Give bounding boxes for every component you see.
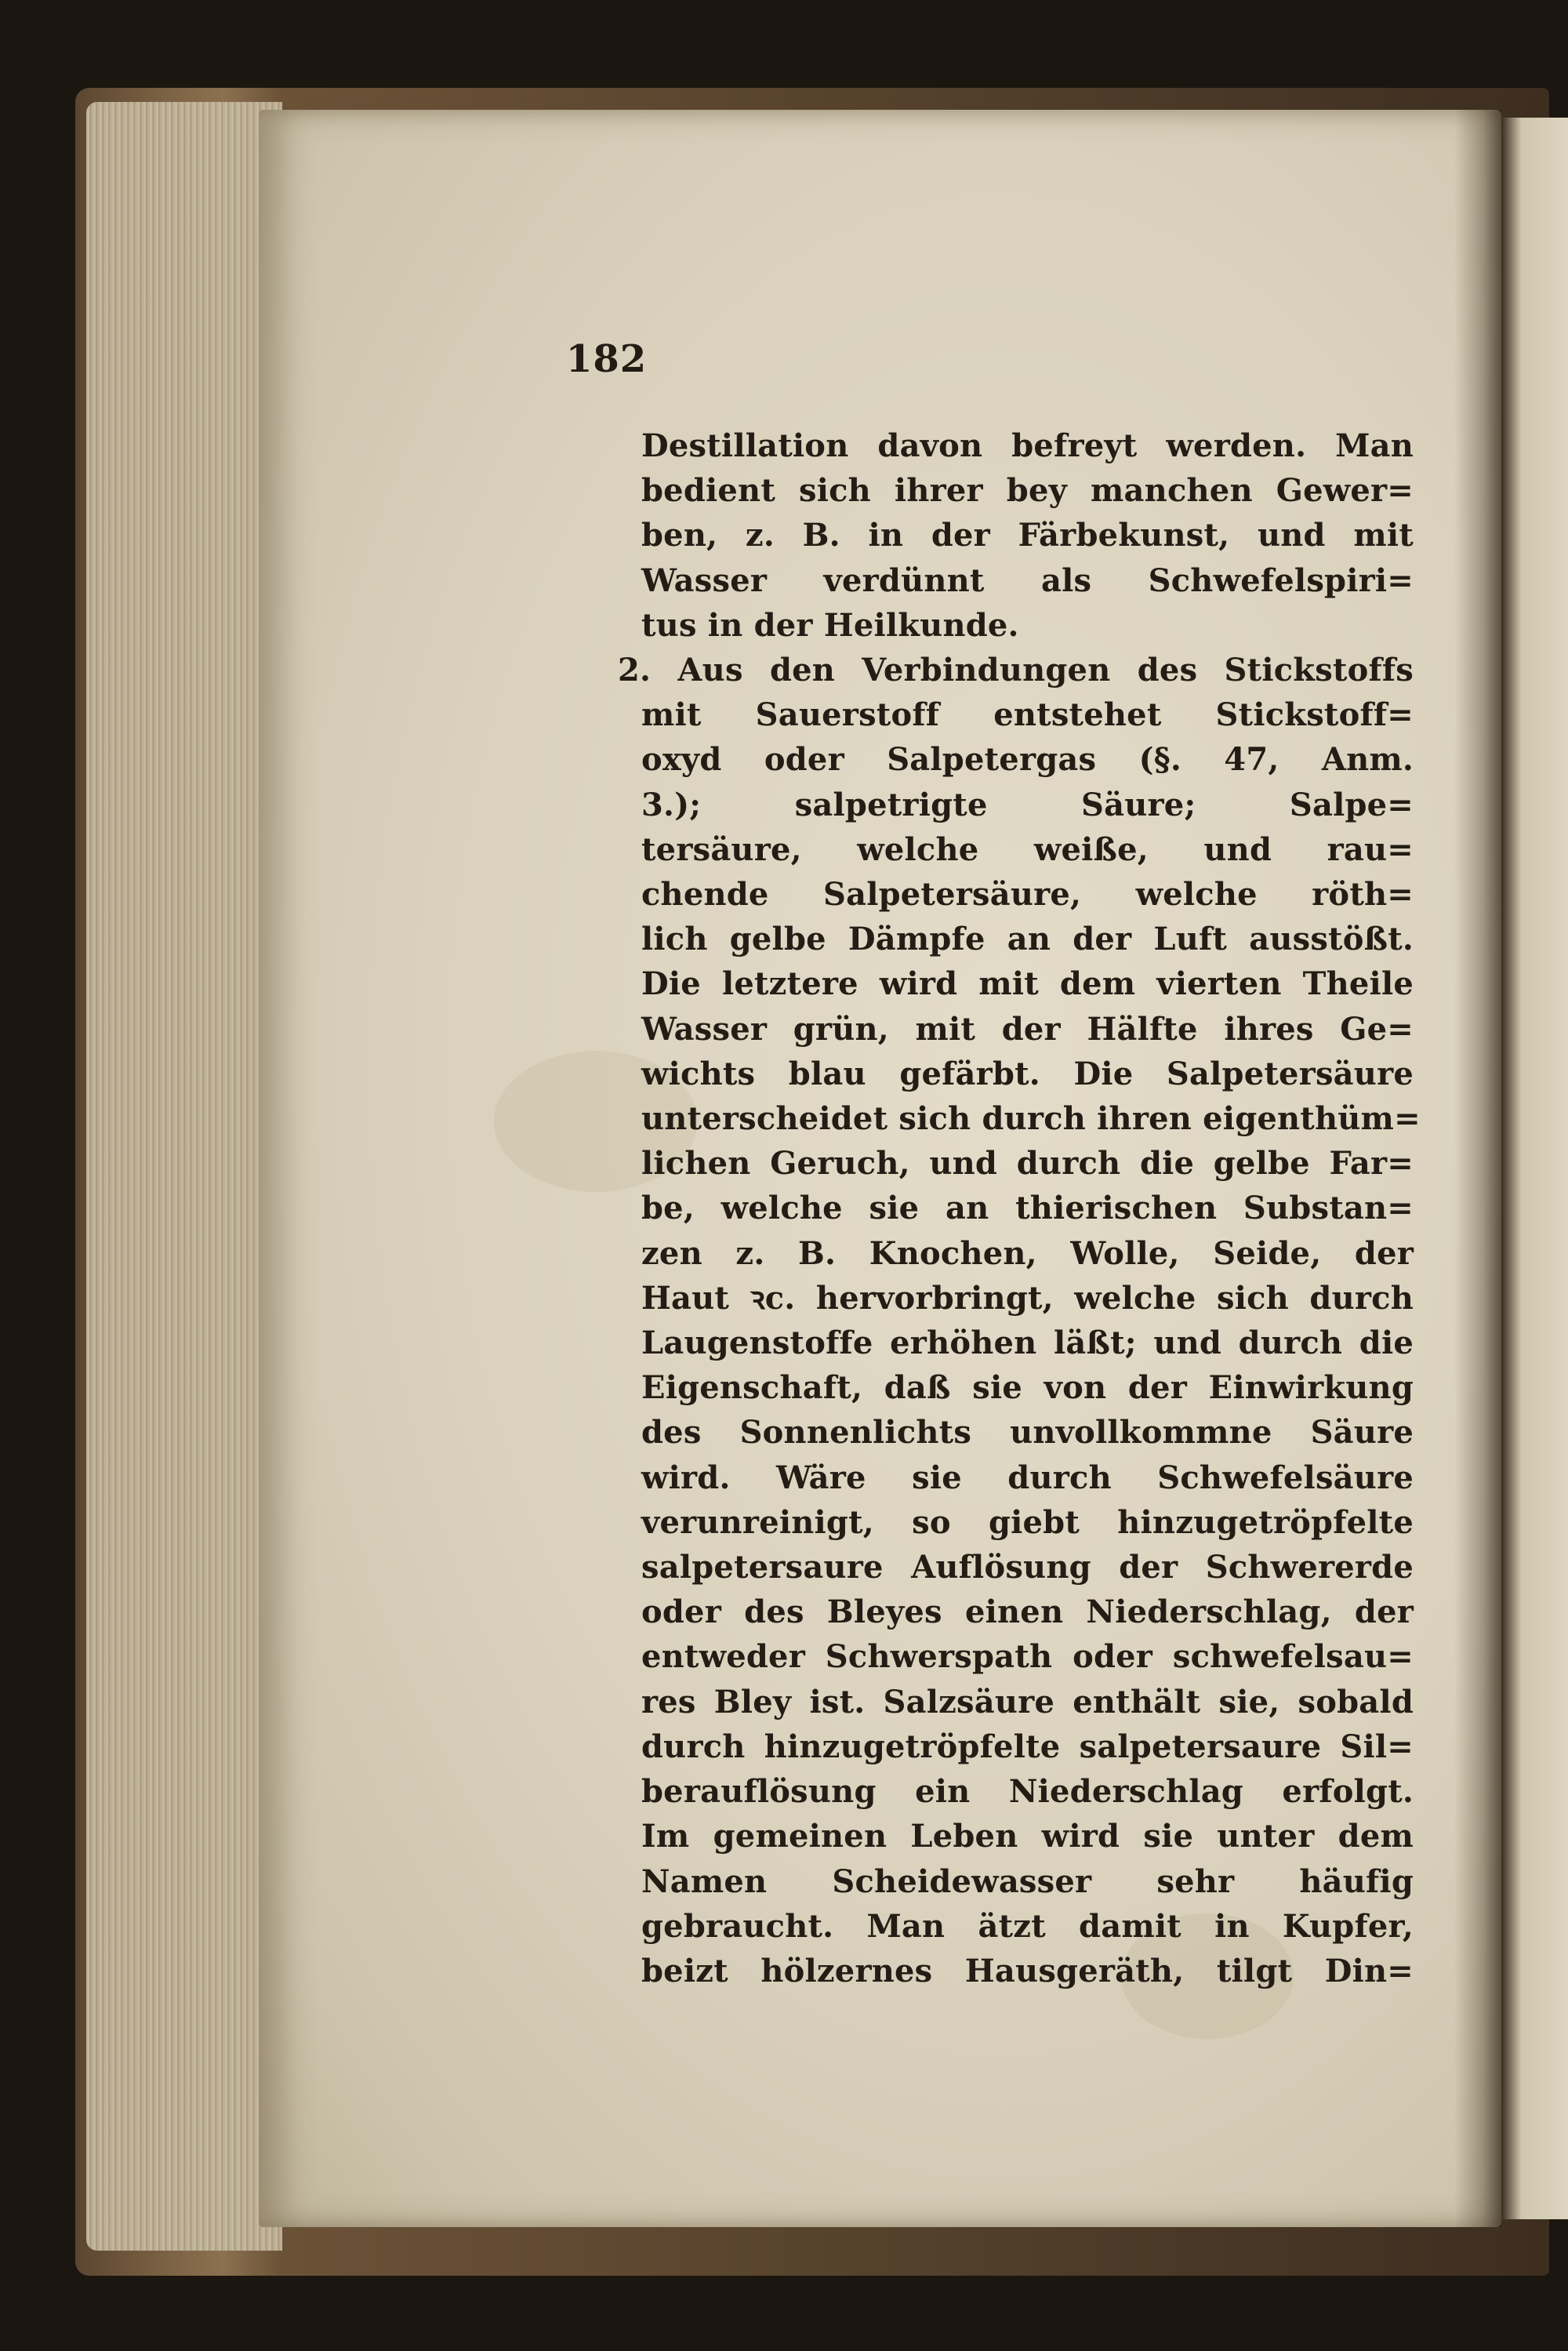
text-line: oxyd oder Salpetergas (§. 47, Anm.: [641, 741, 1414, 779]
text-line: chende Salpetersäure, welche röth=: [641, 876, 1414, 914]
text-line: Destillation davon befreyt werden. Man: [641, 427, 1414, 464]
text-line: tersäure, welche weiße, und rau=: [641, 830, 1414, 868]
gutter-shadow: [1454, 110, 1501, 2227]
text-line: bedient sich ihrer bey manchen Gewer=: [641, 472, 1414, 510]
text-line: Haut ꝛc. hervorbringt, welche sich durch: [641, 1279, 1414, 1317]
text-line: berauflösung ein Niederschlag erfolgt.: [641, 1773, 1414, 1811]
text-line: salpetersaure Auflösung der Schwererde: [641, 1549, 1414, 1586]
list-item-start: 2. Aus den Verbindungen des Stickstoffs: [618, 652, 1414, 689]
page-edges: [86, 102, 282, 2251]
text-line: 3.); salpetrigte Säure; Salpe=: [641, 786, 1414, 823]
text-line: tus in der Heilkunde.: [641, 606, 1019, 644]
text-line: zen z. B. Knochen, Wolle, Seide, der: [641, 1234, 1414, 1272]
text-line: Wasser grün, mit der Hälfte ihres Ge=: [641, 1010, 1414, 1048]
text-line: wichts blau gefärbt. Die Salpetersäure: [641, 1055, 1414, 1092]
page-number: 182: [566, 337, 648, 381]
text-line: verunreinigt, so giebt hinzugetröpfelte: [641, 1503, 1414, 1541]
body-text: [618, 423, 1421, 1993]
text-line: durch hinzugetröpfelte salpetersaure Sil=: [641, 1728, 1414, 1765]
text-line: Im gemeinen Leben wird sie unter dem: [641, 1818, 1414, 1855]
text-line: gebraucht. Man ätzt damit in Kupfer,: [641, 1907, 1414, 1945]
text-line: beizt hölzernes Hausgeräth, tilgt Din=: [641, 1952, 1414, 1989]
text-line: mit Sauerstoff entstehet Stickstoff=: [641, 696, 1414, 734]
text-line: Eigenschaft, daß sie von der Einwirkung: [641, 1369, 1414, 1407]
text-line: res Bley ist. Salzsäure enthält sie, sobald: [641, 1683, 1414, 1721]
text-line: entweder Schwerspath oder schwefelsau=: [641, 1638, 1414, 1676]
text-line: Laugenstoffe erhöhen läßt; und durch die: [641, 1324, 1414, 1362]
text-line: Wasser verdünnt als Schwefelspiri=: [641, 561, 1414, 599]
text-line: des Sonnenlichts unvollkommne Säure: [641, 1414, 1414, 1452]
text-line: lichen Geruch, und durch die gelbe Far=: [641, 1145, 1414, 1183]
text-line: be, welche sie an thierischen Substan=: [641, 1190, 1414, 1227]
text-line: Namen Scheidewasser sehr häufig: [641, 1862, 1414, 1900]
text-line: unterscheidet sich durch ihren eigenthüm=: [641, 1100, 1421, 1138]
text-line: oder des Bleyes einen Niederschlag, der: [641, 1593, 1414, 1631]
text-line: wird. Wäre sie durch Schwefelsäure: [641, 1459, 1414, 1496]
text-line: ben, z. B. in der Färbekunst, und mit: [641, 517, 1414, 554]
facing-page-edge: [1501, 118, 1568, 2219]
text-line: Die letztere wird mit dem vierten Theile: [641, 965, 1414, 1003]
text-line: lich gelbe Dämpfe an der Luft ausstößt.: [641, 921, 1414, 958]
